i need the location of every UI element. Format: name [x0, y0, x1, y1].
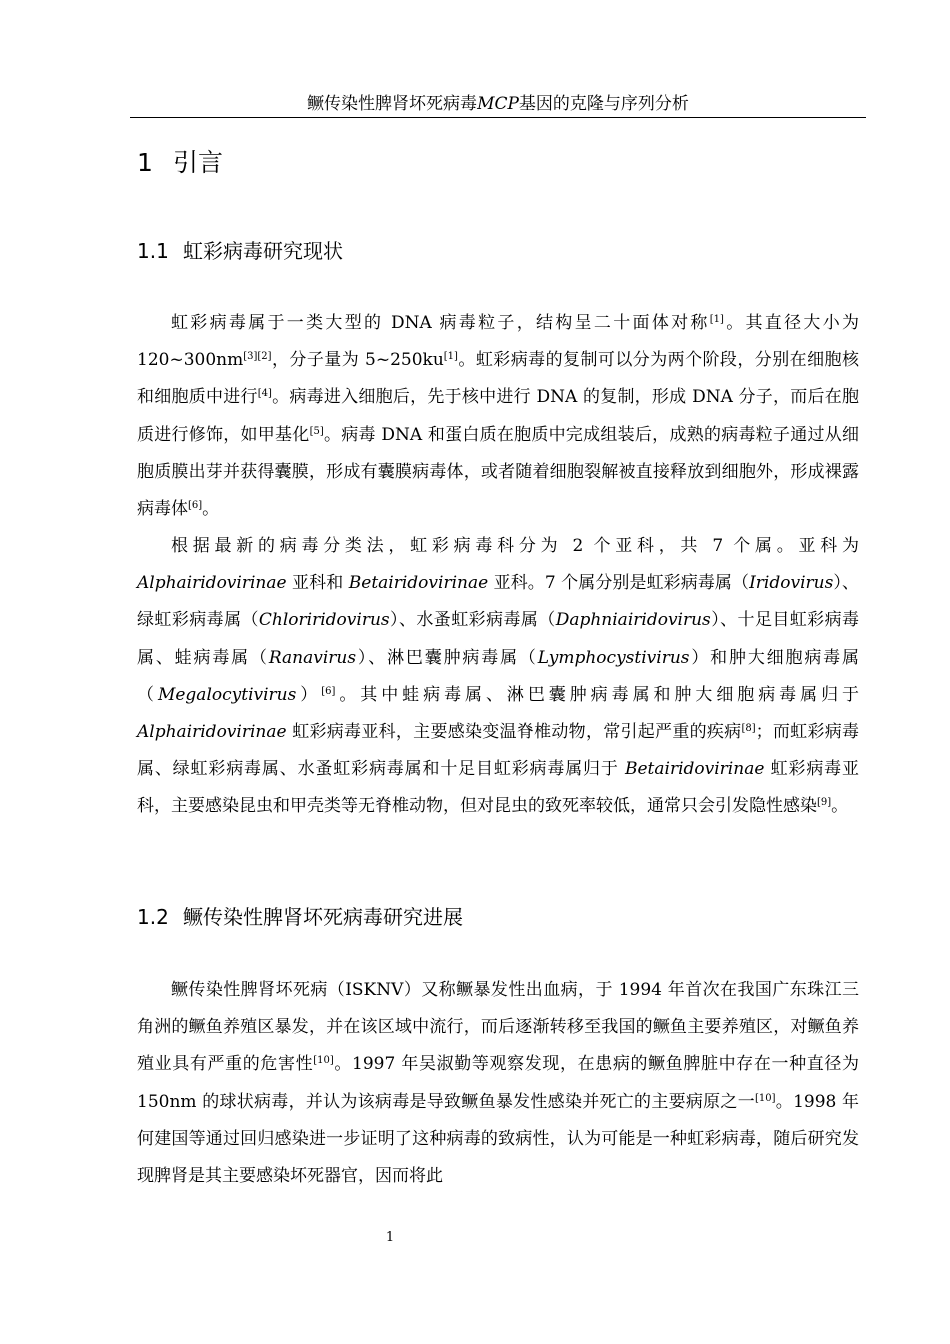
text-run: 虹彩病毒属于一类大型的 DNA 病毒粒子，结构呈二十面体对称: [171, 313, 710, 333]
citation: [6]: [188, 500, 203, 512]
section-1-1-number: 1.1: [137, 239, 169, 263]
taxon-name: Ranavirus: [268, 647, 357, 668]
section-1-1-title: 虹彩病毒研究现状: [183, 239, 343, 263]
text-run: 。: [831, 796, 849, 817]
section-1-1-paragraph-1: [137, 305, 859, 528]
citation: [4]: [257, 388, 272, 400]
text-run: ）、绿虹彩病毒属（: [137, 573, 860, 631]
text-run: 虹彩病毒亚科，主要感染昆虫和甲壳类等无脊椎动物，但对昆虫的致死率较低，通常只会引发隐性感染: [137, 759, 860, 817]
citation: [10]: [313, 1055, 334, 1067]
taxon-name: Iridovirus: [749, 573, 834, 594]
citation: [8]: [741, 723, 756, 735]
text-run: ）、淋巴囊肿病毒属（: [356, 647, 538, 668]
page-number: 1: [385, 1230, 395, 1245]
taxon-name: Alphairidovirinae: [137, 573, 287, 594]
section-1-2-title: 鳜传染性脾肾坏死病毒研究进展: [183, 905, 463, 929]
citation: [1]: [443, 351, 458, 363]
text-run: ）、水蚤虹彩病毒属（: [389, 610, 556, 631]
header-title-gene: MCP: [477, 94, 519, 114]
citation: [5]: [309, 425, 324, 437]
section-1-number: 1: [137, 148, 153, 177]
text-run: 虹彩病毒亚科，主要感染变温脊椎动物，常引起严重的疾病: [286, 722, 742, 743]
section-1-2-number: 1.2: [137, 905, 169, 929]
section-1-2-heading: [137, 903, 463, 931]
taxon-name: Lymphocystivirus: [537, 647, 690, 668]
taxon-name: Daphniairidovirus: [555, 610, 711, 631]
text-run: 鳜传染性脾肾坏死病（ISKNV）又称鳜暴发性出血病，于 1994 年首次在我国广东珠江三角洲的鳜鱼养殖区暴发，并在该区域中流行，而后逐渐转移至我国的鳜鱼主要养殖区，对鳜鱼养殖业具有严重的危害性: [137, 980, 859, 1075]
text-run: 。其直径大小为 120~300nm: [137, 313, 859, 371]
text-run: ）: [296, 684, 322, 705]
section-1-1-heading: [137, 237, 343, 265]
citation: [10]: [754, 1092, 776, 1104]
taxon-name: Betairidovirinae: [625, 759, 765, 780]
text-run: 亚科和: [286, 573, 349, 594]
taxon-name: Betairidovirinae: [348, 573, 489, 594]
taxon-name: Megalocytivirus: [157, 684, 297, 705]
text-run: ）和肿大细胞病毒属（: [137, 647, 860, 705]
header-rule: [130, 117, 866, 118]
citation: [6]: [321, 685, 336, 697]
text-run: 根据最新的病毒分类法，虹彩病毒科分为 2 个亚科，共 7 个属。亚科为: [171, 536, 859, 556]
section-1-2-paragraph-1: [137, 972, 859, 1195]
section-1-title: 引言: [173, 148, 224, 177]
citation: [3][2]: [243, 351, 272, 363]
section-1-1-paragraph-2: [137, 528, 859, 826]
text-run: ）、十足目虹彩病毒属、蛙病毒属（: [137, 610, 860, 668]
text-run: ，分子量为 5~250ku: [271, 350, 444, 371]
header-title-pre: 鳜传染性脾肾坏死病毒: [307, 94, 478, 114]
citation: [9]: [817, 797, 832, 809]
text-run: 。1997 年吴淑勤等观察发现，在患病的鳜鱼脾脏中存在一种直径为 150nm 的球状病毒，并认为该病毒是导致鳜鱼暴发性感染并死亡的主要病原之一: [137, 1054, 859, 1112]
text-run: 。病毒 DNA 和蛋白质在胞质中完成组装后，成熟的病毒粒子通过从细胞质膜出芽并获得囊膜，形成有囊膜病毒体，或者随着细胞裂解被直接释放到细胞外，形成裸露病毒体: [137, 424, 859, 520]
header-title-post: 基因的克隆与序列分析: [518, 94, 689, 114]
taxon-name: Chloriridovirus: [258, 610, 390, 631]
text-run: 。1998 年何建国等通过回归感染进一步证明了这种病毒的致病性，认为可能是一种虹彩病毒，随后研究发现脾肾是其主要感染坏死器官，因而将此: [137, 1091, 860, 1187]
section-1-heading: [137, 146, 223, 180]
text-run: 。其中蛙病毒属、淋巴囊肿病毒属和肿大细胞病毒属归于: [335, 684, 860, 705]
text-run: 。虹彩病毒的复制可以分为两个阶段，分别在细胞核和细胞质中进行: [137, 350, 859, 408]
text-run: 。病毒进入细胞后，先于核中进行 DNA 的复制，形成 DNA 分子，而后在胞质进行修饰，如甲基化: [137, 387, 859, 445]
running-header: [130, 92, 866, 116]
text-run: ；而虹彩病毒属、绿虹彩病毒属、水蚤虹彩病毒属和十足目虹彩病毒属归于: [137, 722, 860, 780]
text-run: 亚科。7 个属分别是虹彩病毒属（: [488, 573, 750, 594]
text-run: 。: [202, 499, 220, 520]
taxon-name: Alphairidovirinae: [137, 722, 287, 743]
citation: [1]: [709, 314, 724, 325]
